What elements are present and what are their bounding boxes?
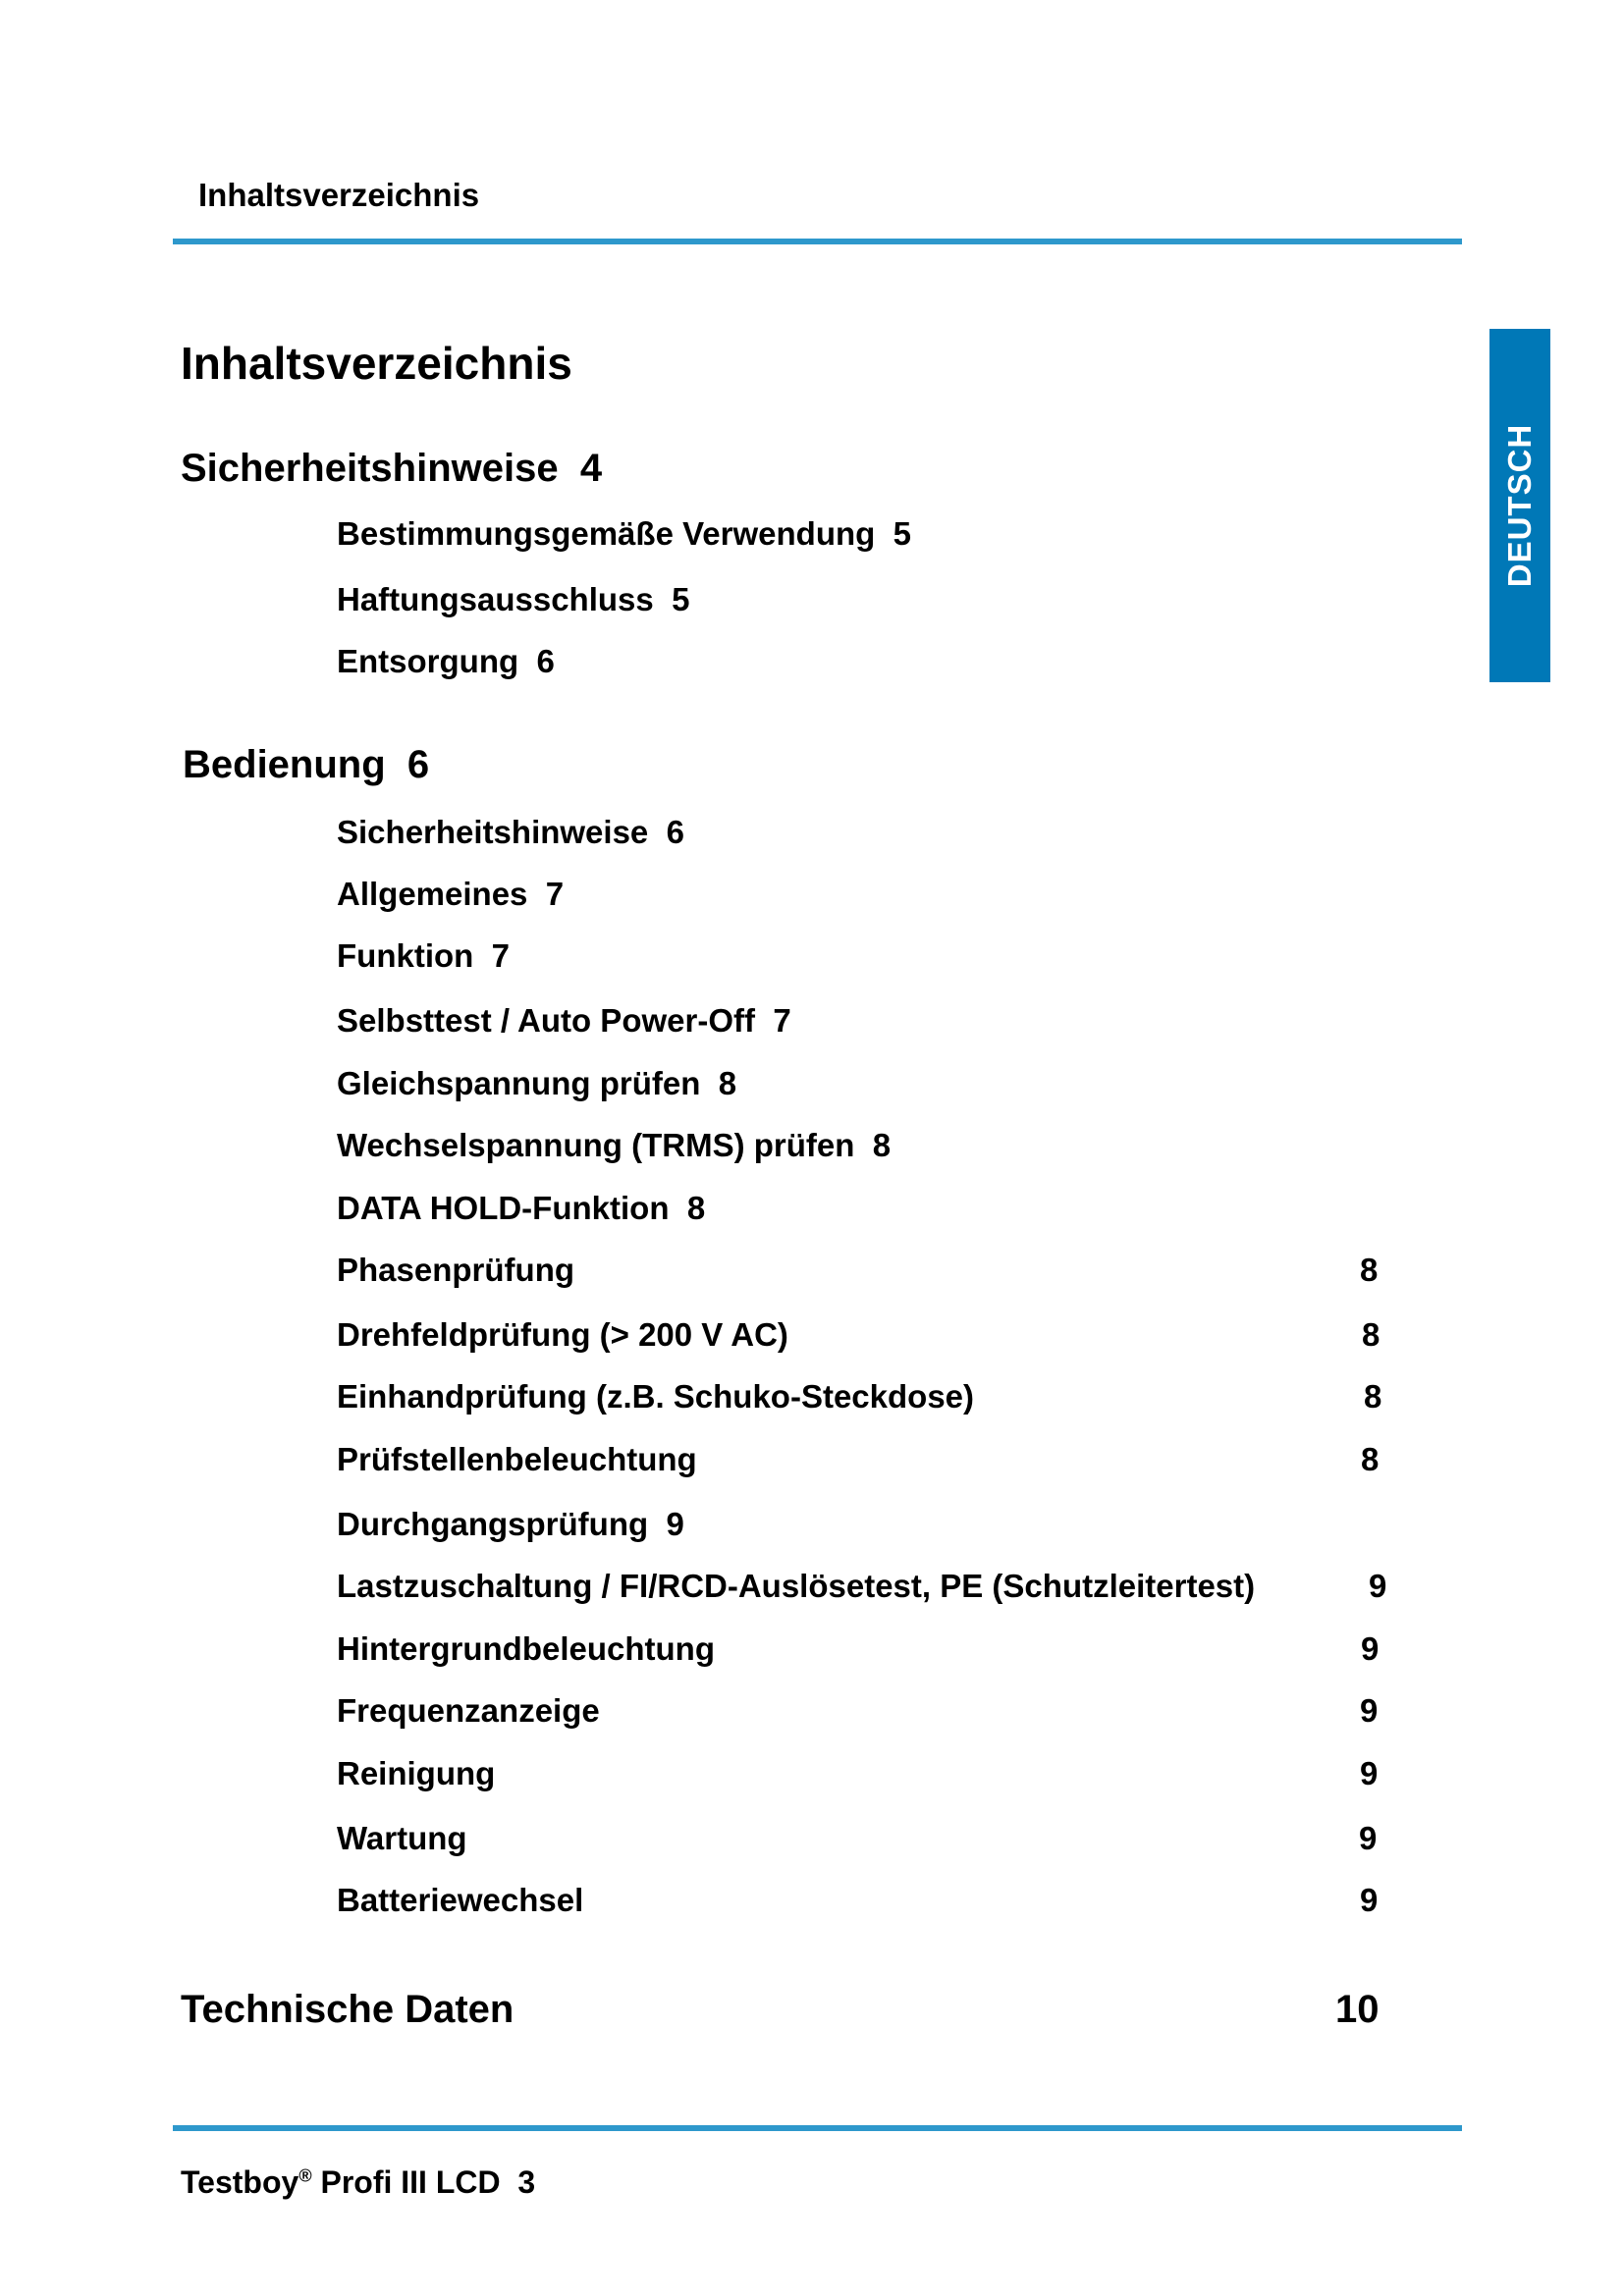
toc-entry-title: Frequenzanzeige xyxy=(337,1692,600,1729)
toc-entry-title: Wartung xyxy=(337,1820,467,1856)
toc-entry-page: 8 xyxy=(1361,1441,1380,1477)
toc-entry xyxy=(337,581,689,618)
toc-entry-title: Haftungsausschluss xyxy=(337,581,654,617)
toc-entry xyxy=(337,1002,791,1040)
toc-entry-page: 7 xyxy=(491,937,511,974)
toc-section-page: 6 xyxy=(406,743,430,786)
toc-section-title: Sicherheitshinweise xyxy=(181,447,559,490)
registered-mark: ® xyxy=(298,2165,312,2186)
toc-section-page: 10 xyxy=(1335,1988,1380,2031)
footer-rule xyxy=(173,2125,1462,2131)
toc-entry-title: Hintergrundbeleuchtung xyxy=(337,1630,715,1667)
running-header: Inhaltsverzeichnis xyxy=(198,177,480,213)
header-rule xyxy=(173,239,1462,244)
toc-entry xyxy=(337,1127,891,1164)
toc-entry-page: 6 xyxy=(536,643,555,679)
toc-title: Inhaltsverzeichnis xyxy=(181,338,572,389)
toc-entry-page: 8 xyxy=(686,1190,706,1226)
toc-entry-page: 8 xyxy=(1362,1316,1380,1353)
toc-entry-page: 9 xyxy=(1361,1630,1380,1667)
toc-section xyxy=(183,743,429,787)
footer-brand: Testboy xyxy=(181,2164,299,2200)
toc-entry-title: Allgemeines xyxy=(337,876,528,912)
toc-entry-title: Gleichspannung prüfen xyxy=(337,1065,701,1101)
toc-entry xyxy=(337,643,555,680)
toc-entry-title: Sicherheitshinweise xyxy=(337,814,649,850)
toc-entry-page: 5 xyxy=(672,581,690,617)
toc-entry-title: Phasenprüfung xyxy=(337,1252,575,1288)
toc-entry-page: 9 xyxy=(1360,1882,1379,1918)
toc-section-page: 4 xyxy=(579,447,603,490)
footer-page-number: 3 xyxy=(517,2164,536,2200)
toc-entry-page: 8 xyxy=(1364,1378,1382,1415)
toc-entry-page: 6 xyxy=(666,814,684,850)
toc-entry-title: Funktion xyxy=(337,937,474,974)
footer-product: Profi III LCD xyxy=(320,2164,501,2200)
page-footer xyxy=(181,2164,535,2201)
toc-entry-page: 9 xyxy=(1360,1755,1379,1791)
toc-entry-page: 8 xyxy=(1360,1252,1379,1288)
toc-entry-title: Bestimmungsgemäße Verwendung xyxy=(337,515,876,552)
toc-entry-title: DATA HOLD-Funktion xyxy=(337,1190,670,1226)
toc-entry xyxy=(337,1065,736,1102)
toc-entry xyxy=(337,876,564,913)
toc-section-title: Technische Daten xyxy=(181,1988,514,2031)
toc-entry-title: Drehfeldprüfung (> 200 V AC) xyxy=(337,1316,788,1353)
toc-section-title: Bedienung xyxy=(183,743,386,786)
toc-entry-page: 9 xyxy=(1369,1568,1387,1604)
language-tab xyxy=(1489,329,1550,682)
toc-entry-page: 7 xyxy=(773,1002,791,1039)
toc-entry xyxy=(337,1190,705,1227)
toc-entry-title: Einhandprüfung (z.B. Schuko-Steckdose) xyxy=(337,1378,975,1415)
language-tab-label: DEUTSCH xyxy=(1501,423,1538,588)
toc-entry-title: Durchgangsprüfung xyxy=(337,1506,649,1542)
toc-entry-title: Selbsttest / Auto Power-Off xyxy=(337,1002,755,1039)
toc-entry-title: Wechselspannung (TRMS) prüfen xyxy=(337,1127,855,1163)
toc-section xyxy=(181,447,602,491)
toc-entry xyxy=(337,937,510,975)
toc-entry-title: Reinigung xyxy=(337,1755,496,1791)
toc-entry-page: 8 xyxy=(718,1065,737,1101)
toc-entry-page: 9 xyxy=(666,1506,684,1542)
toc-entry-page: 9 xyxy=(1359,1820,1378,1856)
toc-entry-title: Batteriewechsel xyxy=(337,1882,584,1918)
toc-entry-page: 8 xyxy=(872,1127,892,1163)
toc-entry xyxy=(337,1506,684,1543)
toc-entry xyxy=(337,814,684,851)
toc-entry-page: 9 xyxy=(1360,1692,1379,1729)
toc-entry-title: Prüfstellenbeleuchtung xyxy=(337,1441,697,1477)
toc-entry-page: 5 xyxy=(893,515,911,552)
toc-entry xyxy=(337,515,911,553)
toc-entry-page: 7 xyxy=(545,876,565,912)
toc-entry-title: Lastzuschaltung / FI/RCD-Auslösetest, PE (Schutzleitertest) xyxy=(337,1568,1256,1604)
toc-entry-title: Entsorgung xyxy=(337,643,519,679)
